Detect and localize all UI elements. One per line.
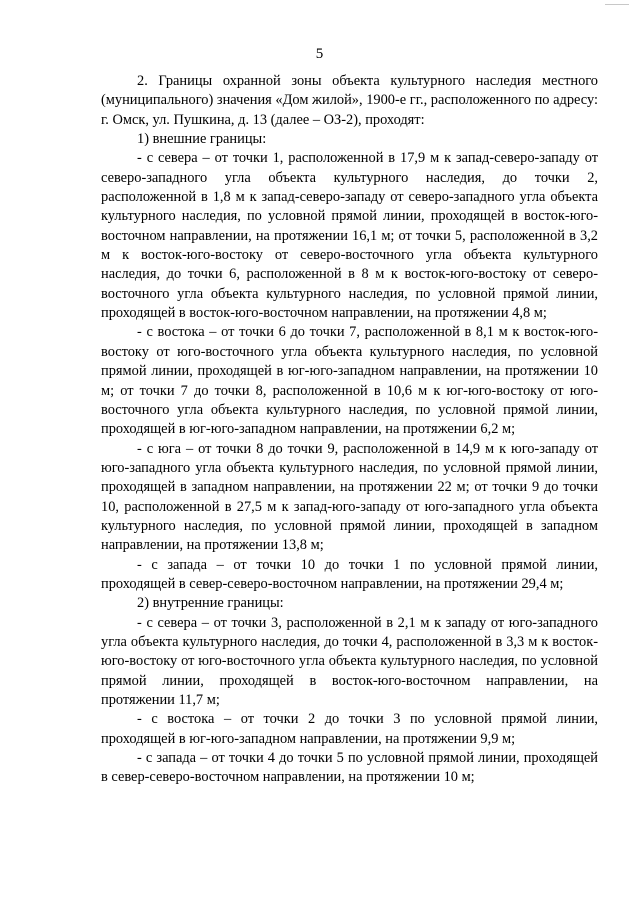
paragraph-outer-boundaries-heading: 1) внешние границы: (137, 131, 267, 148)
paragraph-inner-north: - с севера – от точки 3, расположенной в 2,1 м к западу от юго-западного угла объекта культурного наследия, до точки 4, расположенной в 3,3 м к восток-юго-востоку от юго-восточного угла объекта культурного наследия, по условной прямой линии, проходящей в восток-юго-восточном направлении, на протяжении 11,7 м; (101, 614, 598, 708)
paragraph-inner-boundaries-heading: 2) внутренние границы: (137, 595, 284, 612)
paragraph-outer-east: - с востока – от точки 6 до точки 7, расположенной в 8,1 м к восток-юго-востоку от юго-восточного угла объекта культурного наследия, по условной прямой линии, проходящей в юг-юго-западном направлении, на протяжении 10 м; от точки 7 до точки 8, расположенной в 10,6 м к юг-юго-востоку от юго-восточного угла объекта культурного наследия, по условной прямой линии, проходящей в юг-юго-западном направлении, на протяжении 6,2 м; (101, 324, 598, 438)
document-body (101, 72, 598, 788)
paragraph-inner-west: - с запада – от точки 4 до точки 5 по условной прямой линии, проходящей в север-северо-восточном направлении, на протяжении 10 м; (101, 750, 598, 786)
paragraph-outer-north: - с севера – от точки 1, расположенной в 17,9 м к запад-северо-западу от северо-западного угла объекта культурного наследия, до точки 2, расположенной в 1,8 м к запад-северо-западу от северо-западного угла объекта культурного наследия, по условной прямой линии, проходящей в восток-юго-восточном направлении, на протяжении 16,1 м; от точки 5, расположенной в 3,2 м к восток-юго-востоку от северо-восточного угла объекта культурного наследия, до точки 6, расположенной в 8 м к восток-юго-востоку от северо-восточного угла объекта культурного наследия, по условной прямой линии, проходящей в восток-юго-восточном направлении, на протяжении 4,8 м; (101, 150, 598, 322)
paragraph-outer-south: - с юга – от точки 8 до точки 9, расположенной в 14,9 м к юго-западу от юго-западного угла объекта культурного наследия, по условной прямой линии, проходящей в западном направлении, на протяжении 22 м; от точки 9 до точки 10, расположенной в 27,5 м к запад-юго-западу от юго-западного угла объекта культурного наследия, по условной прямой линии, проходящей в западном направлении, на протяжении 13,8 м; (101, 440, 598, 554)
page-number: 5 (315, 46, 324, 62)
scan-mark (605, 4, 629, 5)
paragraph-outer-west: - с запада – от точки 10 до точки 1 по условной прямой линии, проходящей в север-северо-восточном направлении, на протяжении 29,4 м; (101, 556, 598, 592)
paragraph-inner-east: - с востока – от точки 2 до точки 3 по условной прямой линии, проходящей в юг-юго-западном направлении, на протяжении 9,9 м; (101, 711, 598, 747)
paragraph-zone-heading: 2. Границы охранной зоны объекта культурного наследия местного (муниципального) значения «Дом жилой», 1900-е гг., расположенного по адресу: г. Омск, ул. Пушкина, д. 13 (далее – ОЗ-2), проходят: (101, 73, 598, 128)
